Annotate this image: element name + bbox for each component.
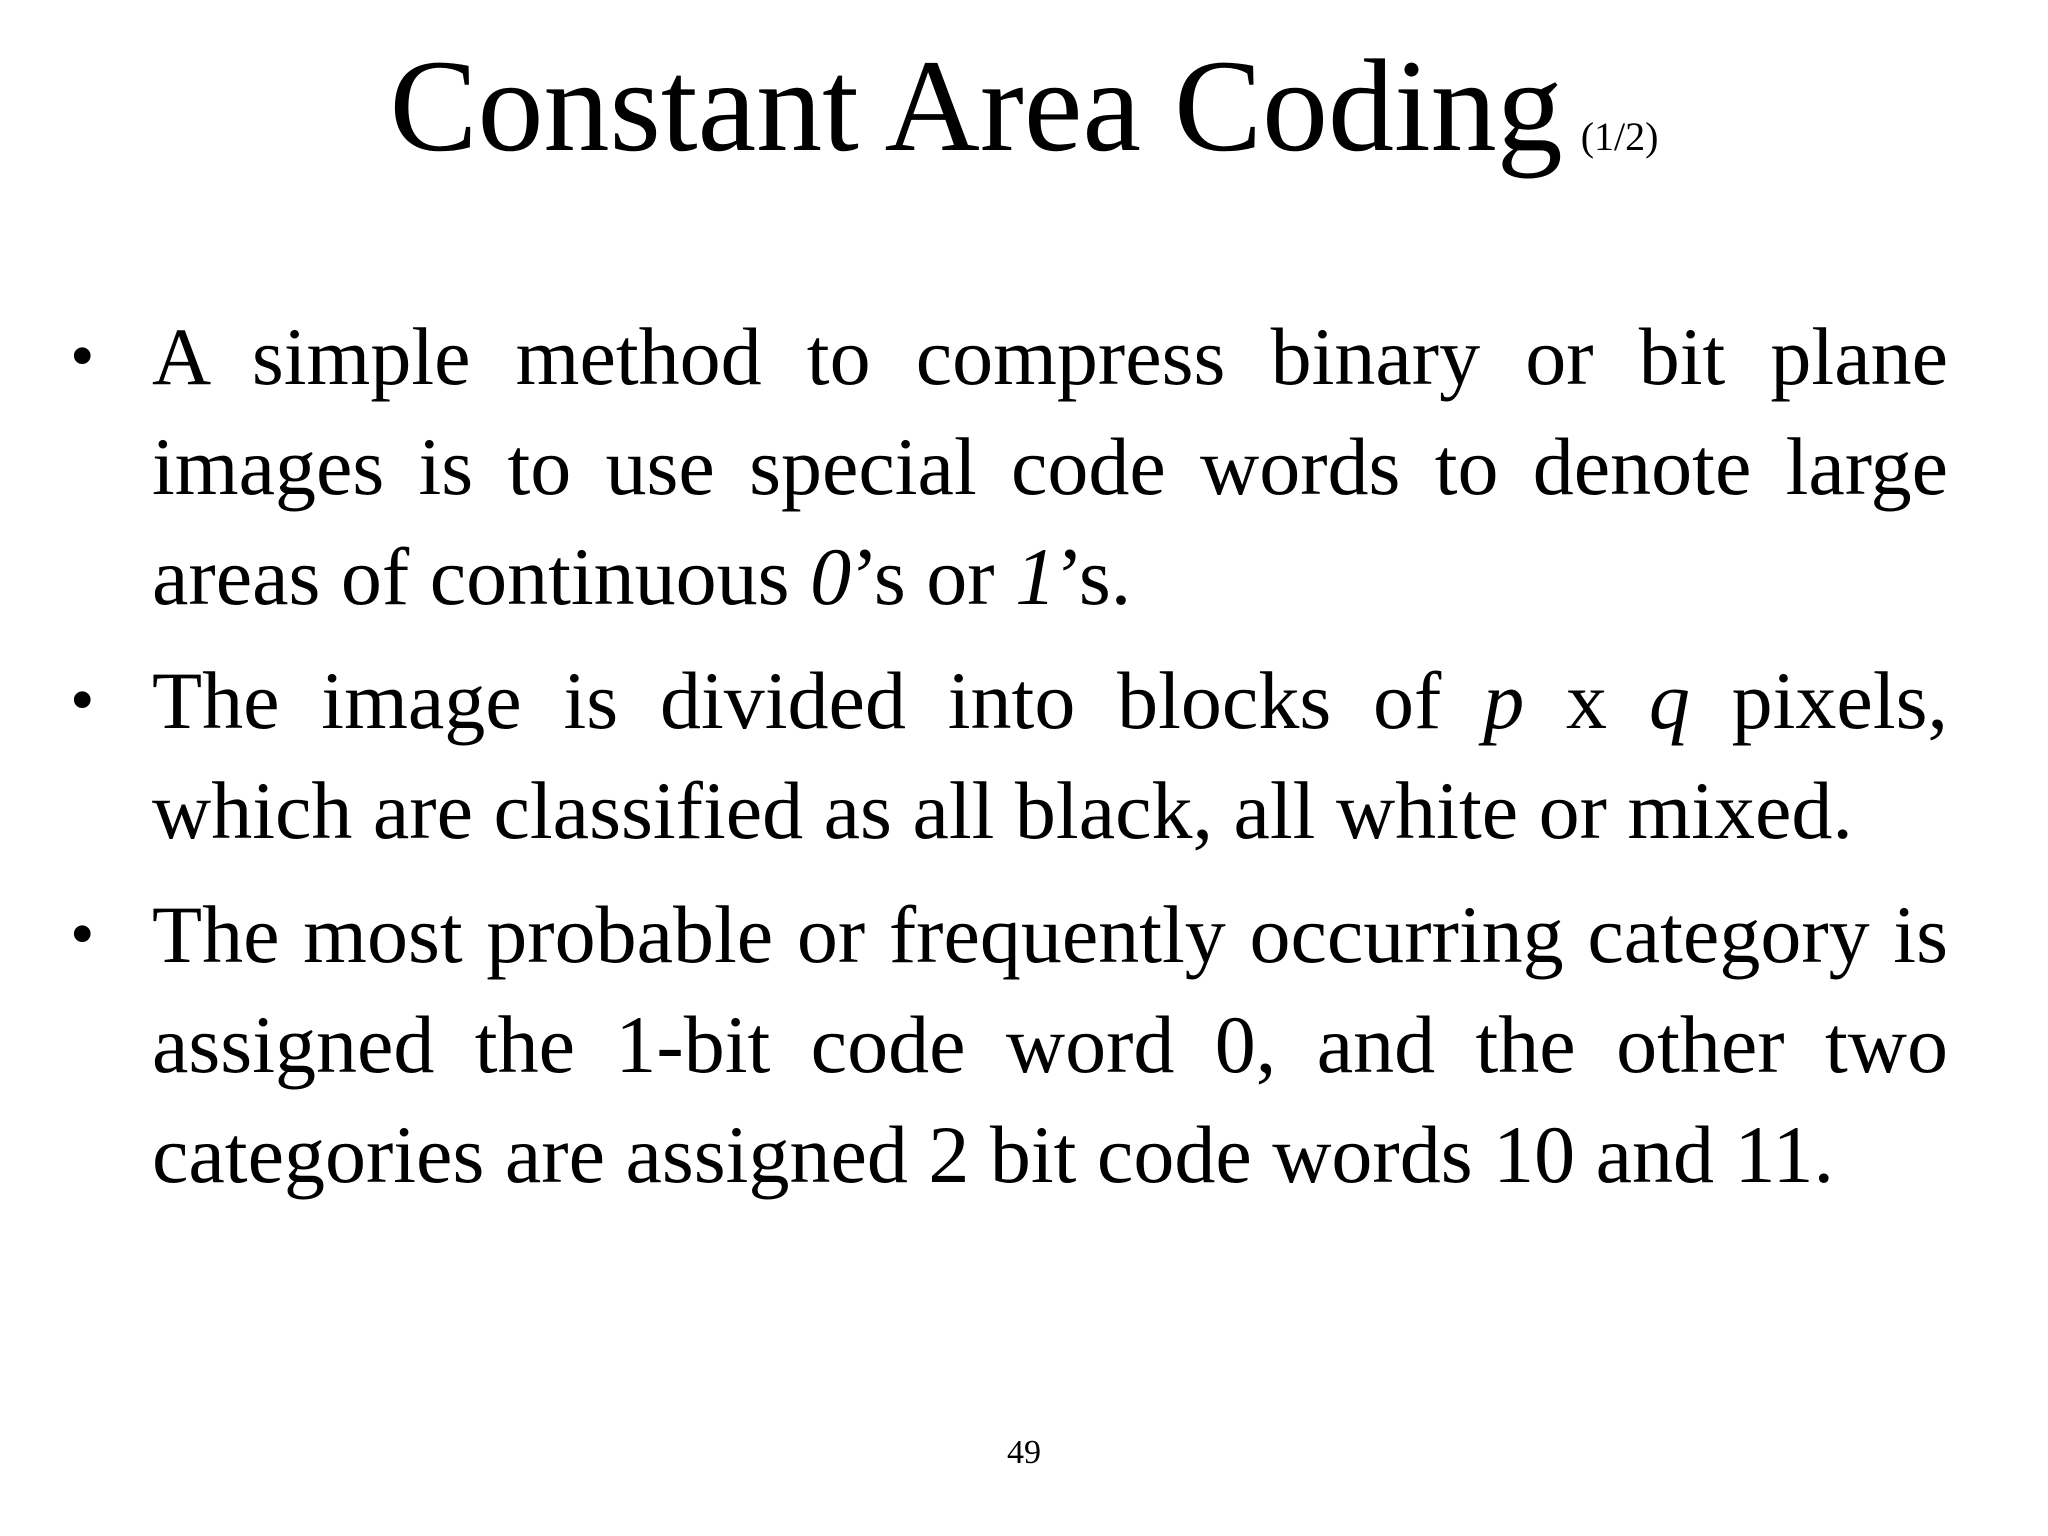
- bullet-marker: •: [70, 662, 95, 739]
- bullet-1-one: 1: [1015, 531, 1057, 622]
- title-part-indicator: (1/2): [1580, 114, 1659, 159]
- bullet-text: [152, 311, 1948, 622]
- bullet-item-1: [70, 302, 1948, 632]
- bullet-text: [152, 655, 1948, 856]
- bullet-1-zero: 0: [810, 531, 852, 622]
- bullet-2-text-b: pixels, which are classified as all black, all white or mixed.: [152, 655, 1949, 856]
- bullet-marker: •: [70, 896, 95, 973]
- bullet-marker: •: [70, 318, 95, 395]
- bullet-item-2: [70, 646, 1948, 866]
- bullet-list: [70, 302, 1948, 1224]
- bullet-item-3: [70, 880, 1948, 1210]
- bullet-2-text-a: The image is divided into blocks of: [152, 655, 1484, 746]
- bullet-text: [152, 889, 1948, 1200]
- bullet-1-text-b: ’s or: [851, 531, 1016, 622]
- bullet-1-text-c: ’s.: [1056, 531, 1132, 622]
- bullet-2-x: x: [1524, 655, 1649, 746]
- bullet-1-text-a: A simple method to compress binary or bit plane images is to use special code words to denote large areas of continuous: [152, 311, 1948, 622]
- bullet-2-p: p: [1483, 655, 1525, 746]
- title-text: Constant Area Coding: [389, 32, 1563, 179]
- page-number: 49: [1007, 1434, 1041, 1471]
- slide-title: [0, 32, 2048, 179]
- bullet-2-q: q: [1648, 655, 1690, 746]
- bullet-3-text: The most probable or frequently occurring category is assigned the 1-bit code word 0, and the other two categories are assigned 2 bit code words 10 and 11.: [152, 889, 1948, 1200]
